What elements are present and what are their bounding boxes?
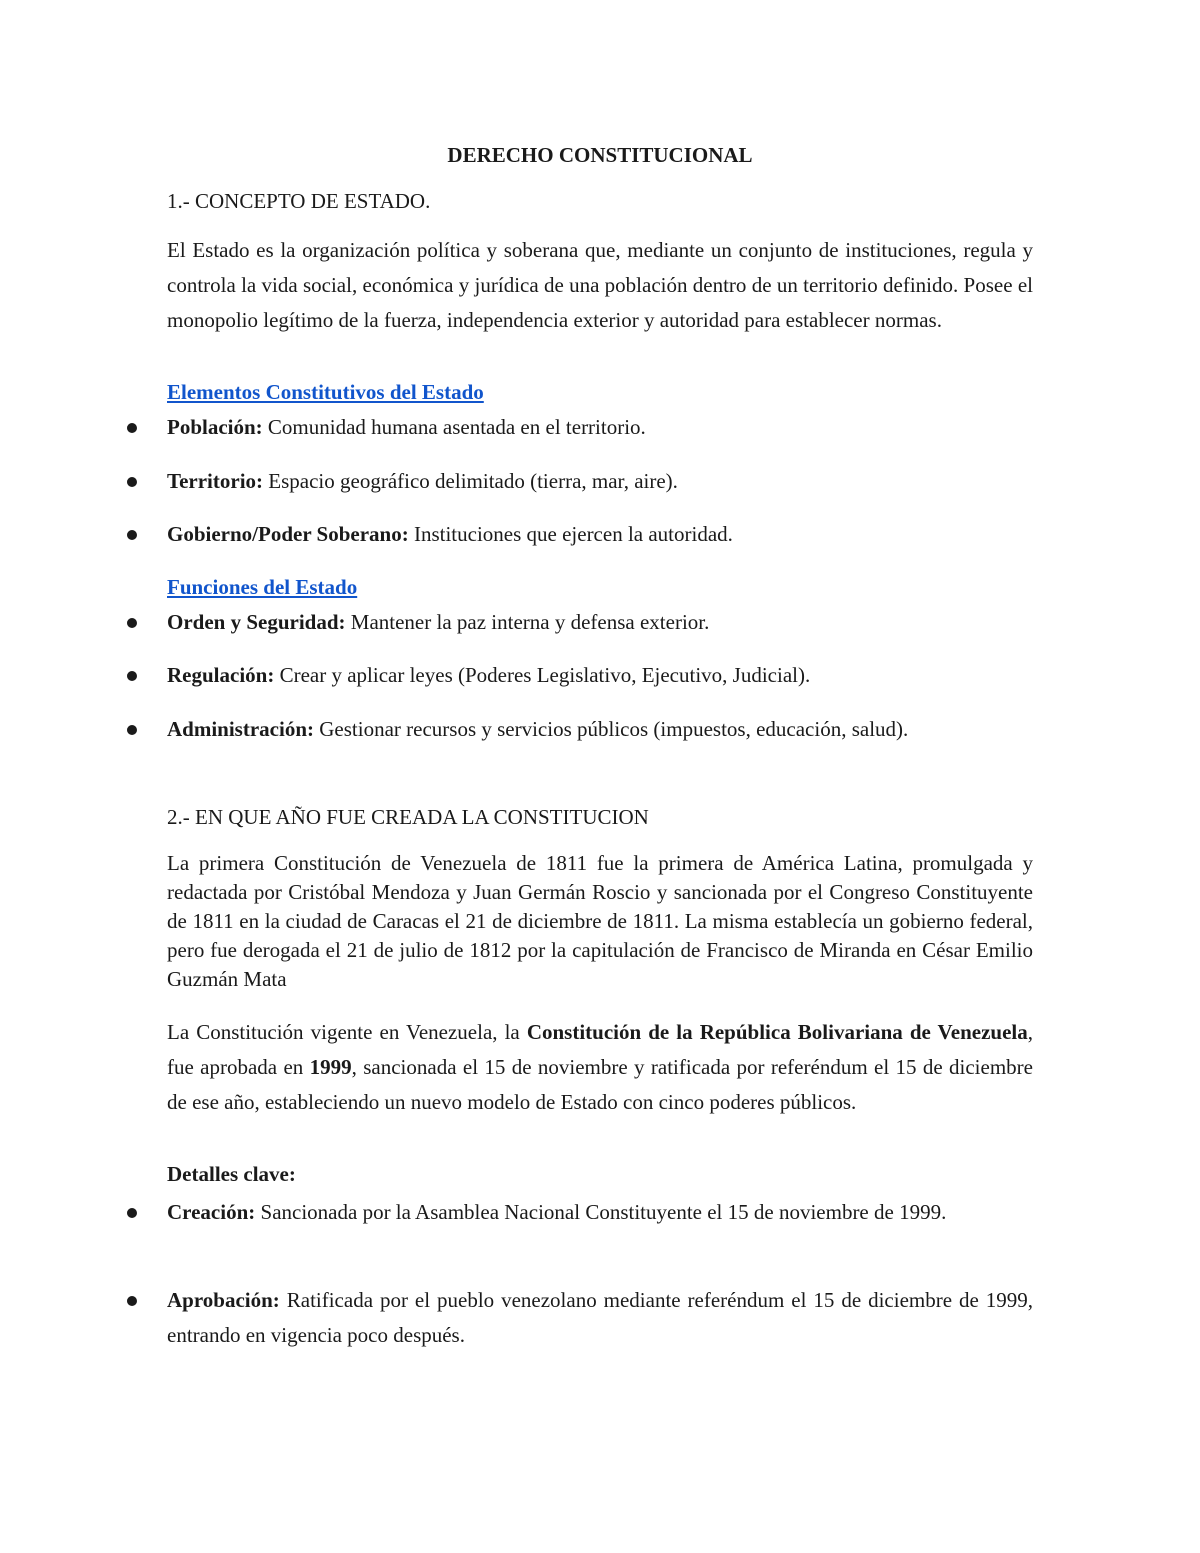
item-text: Crear y aplicar leyes (Poderes Legislativo, Ejecutivo, Judicial). bbox=[274, 663, 811, 687]
item-label: Aprobación: bbox=[167, 1288, 280, 1312]
bullet-icon bbox=[127, 618, 137, 628]
bullet-icon bbox=[127, 671, 137, 681]
list-item-orden bbox=[167, 605, 1033, 640]
bullet-icon bbox=[127, 530, 137, 540]
constitution-name: Constitución de la República Bolivariana de Venezuela bbox=[526, 1020, 1028, 1044]
section-1-heading: 1.- CONCEPTO DE ESTADO. bbox=[167, 189, 431, 213]
detalles-clave-label: Detalles clave: bbox=[167, 1162, 296, 1186]
funciones-del-estado-link[interactable]: Funciones del Estado bbox=[167, 575, 358, 599]
list-item-creacion bbox=[167, 1195, 1033, 1230]
text-run: , fue aprobada en bbox=[167, 1020, 1033, 1079]
list-item-territorio bbox=[167, 464, 1033, 499]
item-label: Territorio: bbox=[167, 469, 264, 493]
bullet-icon bbox=[127, 423, 137, 433]
bullet-icon bbox=[127, 1208, 137, 1218]
item-label: Regulación: bbox=[167, 663, 275, 687]
list-item-aprobacion bbox=[167, 1283, 1033, 1353]
item-text: Mantener la paz interna y defensa exterior. bbox=[345, 610, 710, 634]
list-item-gobierno bbox=[167, 517, 1033, 552]
item-text: Instituciones que ejercen la autoridad. bbox=[408, 522, 733, 546]
item-text: Comunidad humana asentada en el territorio. bbox=[262, 415, 646, 439]
year-1999: 1999 bbox=[309, 1055, 352, 1079]
text-run: , sancionada el 15 de noviembre y ratificada por referéndum el 15 de diciembre de ese año, estableciendo un nuevo modelo de Estado con cinco poderes públicos. bbox=[167, 1055, 1033, 1114]
item-label: Orden y Seguridad: bbox=[167, 610, 346, 634]
document-title: DERECHO CONSTITUCIONAL bbox=[447, 143, 753, 167]
bullet-icon bbox=[127, 1296, 137, 1306]
item-text: Espacio geográfico delimitado (tierra, mar, aire). bbox=[263, 469, 678, 493]
item-label: Creación: bbox=[167, 1200, 256, 1224]
item-text: Ratificada por el pueblo venezolano mediante referéndum el 15 de diciembre de 1999, entrando en vigencia poco después. bbox=[167, 1288, 1033, 1347]
bullet-icon bbox=[127, 477, 137, 487]
section-2-heading: 2.- EN QUE AÑO FUE CREADA LA CONSTITUCION bbox=[167, 805, 649, 829]
list-item-poblacion bbox=[167, 410, 1033, 445]
item-text: Sancionada por la Asamblea Nacional Constituyente el 15 de noviembre de 1999. bbox=[255, 1200, 947, 1224]
item-label: Administración: bbox=[167, 717, 314, 741]
item-label: Gobierno/Poder Soberano: bbox=[167, 522, 409, 546]
section-2-paragraph-2 bbox=[167, 1015, 1033, 1120]
text-run: La Constitución vigente en Venezuela, la bbox=[167, 1020, 527, 1044]
section-1-paragraph: El Estado es la organización política y soberana que, mediante un conjunto de instituciones, regula y controla la vida social, económica y jurídica de una población dentro de un territorio definido. Posee el monopolio legítimo de la fuerza, independencia exterior y autoridad para establecer normas. bbox=[167, 238, 1033, 332]
list-item-regulacion bbox=[167, 658, 1033, 693]
elementos-constitutivos-link[interactable]: Elementos Constitutivos del Estado bbox=[167, 380, 484, 404]
list-item-administracion bbox=[167, 712, 1033, 747]
item-text: Gestionar recursos y servicios públicos (impuestos, educación, salud). bbox=[314, 717, 909, 741]
bullet-icon bbox=[127, 725, 137, 735]
section-2-paragraph-1: La primera Constitución de Venezuela de 1811 fue la primera de América Latina, promulgada y redactada por Cristóbal Mendoza y Juan Germán Roscio y sancionada por el Congreso Constituyente de 1811 en la ciudad de Caracas el 21 de diciembre de 1811. La misma establecía un gobierno federal, pero fue derogada el 21 de julio de 1812 por la capitulación de Francisco de Miranda en César Emilio Guzmán Mata bbox=[167, 851, 1033, 991]
item-label: Población: bbox=[167, 415, 263, 439]
